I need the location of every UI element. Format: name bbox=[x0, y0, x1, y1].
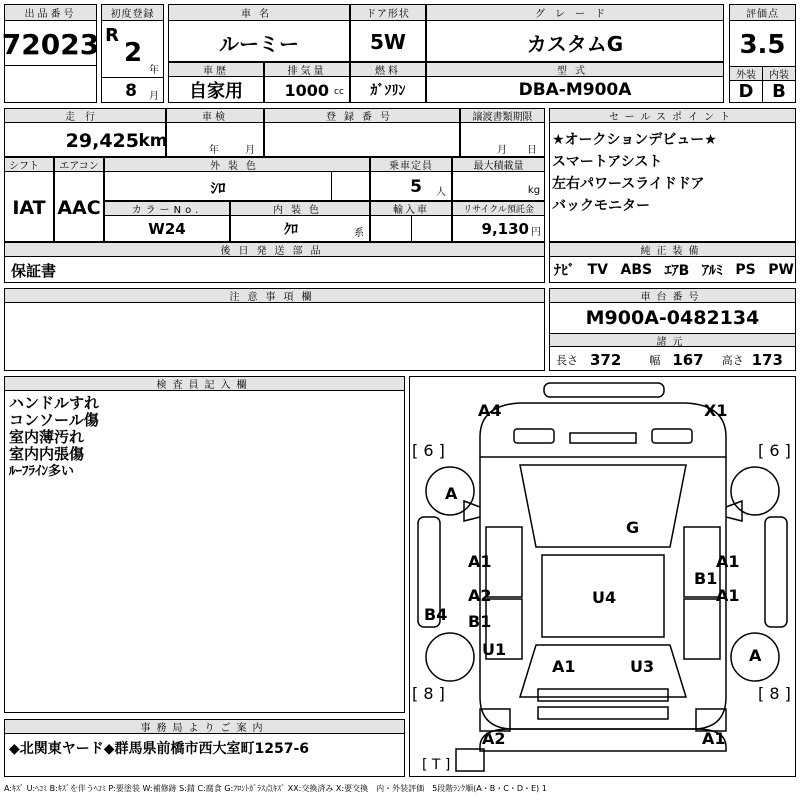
car-name-label: 車名 bbox=[169, 5, 349, 21]
first-reg-label: 初度登録 bbox=[102, 5, 163, 21]
sales-point-item: スマートアシスト bbox=[552, 154, 663, 170]
door-box bbox=[350, 4, 426, 62]
int-color-value: ｸﾛ bbox=[284, 222, 298, 238]
inspection-month-unit: 月 bbox=[245, 144, 255, 156]
tire-fl-mark: A bbox=[445, 484, 458, 503]
max-load-box bbox=[452, 157, 545, 201]
score-int-value: B bbox=[772, 81, 786, 102]
equipment-item: PS bbox=[735, 262, 756, 278]
sales-point-item: 左右パワースライドドア bbox=[552, 176, 705, 192]
ext-color-box bbox=[104, 157, 370, 201]
int-color-label: 内装色 bbox=[231, 202, 369, 216]
mark-a2: A2 bbox=[468, 586, 492, 605]
mark-a1-center: A1 bbox=[552, 657, 576, 676]
color-no-box bbox=[104, 201, 230, 242]
mark-b4: B4 bbox=[424, 605, 448, 624]
ac-label: エアコン bbox=[55, 158, 103, 172]
import-box bbox=[370, 201, 452, 242]
chassis-label: 車台番号 bbox=[550, 289, 795, 303]
score-box bbox=[729, 4, 796, 103]
history-label: 車歴 bbox=[169, 63, 263, 77]
inspection-year-unit: 年 bbox=[209, 144, 219, 156]
capacity-unit: 人 bbox=[436, 186, 446, 198]
fuel-box bbox=[350, 62, 426, 103]
tread-fl: [ 6 ] bbox=[412, 441, 445, 460]
spec-length-value: 372 bbox=[590, 350, 622, 369]
grade-value: カスタムG bbox=[526, 31, 624, 56]
inspector-box bbox=[4, 376, 405, 713]
chassis-value: M900A-0482134 bbox=[585, 307, 760, 329]
car-outline-drawing bbox=[410, 377, 795, 776]
capacity-box bbox=[370, 157, 452, 201]
mark-a2-rear: A2 bbox=[482, 729, 506, 748]
first-reg-month-unit: 月 bbox=[149, 90, 159, 102]
car-diagram bbox=[409, 376, 796, 777]
mileage-value: 29,425 bbox=[65, 130, 139, 152]
car-name-box bbox=[168, 4, 350, 62]
score-value: 3.5 bbox=[739, 30, 786, 60]
grade-label: グレード bbox=[427, 5, 723, 21]
mark-u4: U4 bbox=[592, 588, 617, 607]
history-box bbox=[168, 62, 264, 103]
spec-height-value: 173 bbox=[751, 350, 783, 369]
caution-box bbox=[4, 288, 545, 371]
transfer-day-unit: 日 bbox=[527, 144, 537, 156]
displacement-unit: cc bbox=[334, 87, 344, 97]
later-parts-box bbox=[4, 242, 545, 283]
color-no-label: カラーNo. bbox=[105, 202, 229, 216]
sales-points-label: セールスポイント bbox=[550, 109, 795, 123]
displacement-box bbox=[264, 62, 350, 103]
ac-value: AAC bbox=[57, 197, 101, 219]
transfer-box bbox=[460, 108, 545, 157]
lot-box bbox=[1, 4, 100, 103]
spec-height-label: 高さ bbox=[721, 353, 744, 367]
equipment-box bbox=[549, 242, 796, 283]
fuel-value: ｶﾞｿﾘﾝ bbox=[370, 83, 406, 99]
first-reg-box bbox=[101, 4, 164, 103]
sales-point-item: バックモニター bbox=[552, 198, 650, 214]
inspector-note: ﾙｰﾌﾗｲﾝ多い bbox=[9, 464, 75, 479]
shift-label: シフト bbox=[5, 158, 53, 172]
tire-rr-mark: A bbox=[749, 646, 762, 665]
inspection-label: 車検 bbox=[167, 109, 263, 123]
displacement-value: 1000 bbox=[284, 80, 329, 100]
equipment-item: ﾅﾋﾞ bbox=[554, 263, 575, 279]
tread-rl: [ 8 ] bbox=[412, 684, 445, 703]
mileage-label: 走行 bbox=[5, 109, 165, 123]
reg-no-label: 登録番号 bbox=[265, 109, 459, 123]
mark-a1-rear: A1 bbox=[702, 729, 726, 748]
shift-value: IAT bbox=[12, 197, 46, 219]
chassis-box bbox=[549, 288, 796, 371]
equipment-item: ｴｱB bbox=[664, 263, 690, 279]
caution-label: 注意事項欄 bbox=[5, 289, 544, 303]
recycle-box bbox=[452, 201, 545, 242]
equipment-label: 純正装備 bbox=[550, 243, 795, 257]
spec-length-label: 長さ bbox=[556, 353, 578, 367]
inspector-note: ハンドルすれ bbox=[9, 394, 100, 412]
spec-width-label: 幅 bbox=[649, 353, 661, 367]
office-label: 事務局よりご案内 bbox=[5, 720, 404, 734]
max-load-label: 最大積載量 bbox=[453, 158, 544, 172]
first-reg-year: 2 bbox=[123, 38, 143, 68]
grade-box bbox=[426, 4, 724, 62]
first-reg-year-unit: 年 bbox=[149, 64, 159, 76]
recycle-unit: 円 bbox=[531, 226, 541, 238]
office-box bbox=[4, 719, 405, 777]
recycle-value: 9,130 bbox=[481, 220, 529, 238]
ext-color-label: 外装色 bbox=[105, 158, 369, 172]
mark-x1: X1 bbox=[704, 401, 728, 420]
tread-fr: [ 6 ] bbox=[758, 441, 791, 460]
spec-width-value: 167 bbox=[672, 350, 704, 369]
history-value: 自家用 bbox=[189, 81, 243, 102]
sales-points-box bbox=[549, 108, 796, 242]
equipment-item: PW bbox=[768, 262, 794, 278]
int-color-unit: 系 bbox=[354, 227, 364, 239]
equipment-item: ｱﾙﾐ bbox=[701, 263, 723, 279]
capacity-value: 5 bbox=[410, 177, 422, 197]
transfer-month-unit: 月 bbox=[497, 144, 507, 156]
mark-a4: A4 bbox=[478, 401, 502, 420]
car-name-value: ルーミー bbox=[219, 31, 299, 56]
mark-g: G bbox=[626, 518, 640, 537]
capacity-label: 乗車定員 bbox=[371, 158, 451, 172]
import-label: 輸入車 bbox=[371, 202, 451, 216]
max-load-unit: kg bbox=[527, 184, 541, 196]
inspection-box bbox=[166, 108, 264, 157]
door-value: 5W bbox=[370, 30, 406, 54]
mark-a1-right: A1 bbox=[716, 552, 740, 571]
office-value: ◆北関東ヤード◆群馬県前橋市西大室町1257-6 bbox=[9, 741, 310, 757]
tread-t: [ T ] bbox=[422, 757, 451, 773]
first-reg-month: 8 bbox=[125, 81, 137, 101]
shift-box bbox=[4, 157, 54, 242]
color-no-value: W24 bbox=[148, 220, 186, 238]
mileage-unit: km bbox=[138, 131, 168, 151]
mark-a1-right2: A1 bbox=[716, 586, 740, 605]
mark-b1-left: B1 bbox=[468, 612, 492, 631]
recycle-label: リサイクル預託金 bbox=[453, 202, 544, 216]
mark-u3: U3 bbox=[630, 657, 655, 676]
inspector-note: 室内薄汚れ bbox=[9, 428, 85, 446]
score-ext-value: D bbox=[738, 81, 754, 102]
inspector-note: コンソール傷 bbox=[9, 411, 99, 429]
mileage-box bbox=[4, 108, 166, 157]
ac-box bbox=[54, 157, 104, 242]
model-value: DBA-M900A bbox=[518, 80, 632, 100]
lot-number: 72023 bbox=[1, 27, 100, 61]
equipment-item: ABS bbox=[620, 262, 653, 278]
transfer-label: 譲渡書類期限 bbox=[461, 109, 544, 123]
reg-no-box bbox=[264, 108, 460, 157]
later-parts-label: 後日発送部品 bbox=[5, 243, 544, 257]
score-int-label: 内装 bbox=[763, 67, 795, 81]
score-label: 評価点 bbox=[730, 5, 795, 21]
inspector-label: 検査員記入欄 bbox=[5, 377, 404, 391]
later-parts-value: 保証書 bbox=[11, 261, 57, 280]
displacement-label: 排気量 bbox=[265, 63, 349, 77]
mark-u1: U1 bbox=[482, 640, 507, 659]
tread-rr: [ 8 ] bbox=[758, 684, 791, 703]
score-ext-label: 外装 bbox=[730, 67, 762, 81]
door-label: ドア形状 bbox=[351, 5, 425, 21]
first-reg-era: R bbox=[105, 24, 119, 46]
model-label: 型式 bbox=[427, 63, 723, 77]
model-box bbox=[426, 62, 724, 103]
fuel-label: 燃料 bbox=[351, 63, 425, 77]
lot-label: 出品番号 bbox=[5, 5, 96, 21]
equipment-item: TV bbox=[587, 262, 608, 278]
mark-a1-left: A1 bbox=[468, 552, 492, 571]
int-color-box bbox=[230, 201, 370, 242]
specs-label: 諸元 bbox=[550, 333, 795, 347]
legend: A:ｷｽﾞ U:ﾍｺﾐ B:ｷｽﾞを伴うﾍｺﾐ P:要塗装 W:補修跡 S:錆 C:腐食 G:ﾌﾛﾝﾄｶﾞﾗｽ点ｷｽﾞ XX:交換済み X:要交換 内・外装評価 5段階ﾗﾝｸ順(A・B・C・D・E) 1 bbox=[4, 784, 547, 793]
ext-color-value: ｼﾛ bbox=[210, 178, 226, 197]
sales-point-item: ★オークションデビュー★ bbox=[552, 132, 717, 148]
inspector-note: 室内内張傷 bbox=[9, 445, 85, 463]
mark-b1-right: B1 bbox=[694, 569, 718, 588]
